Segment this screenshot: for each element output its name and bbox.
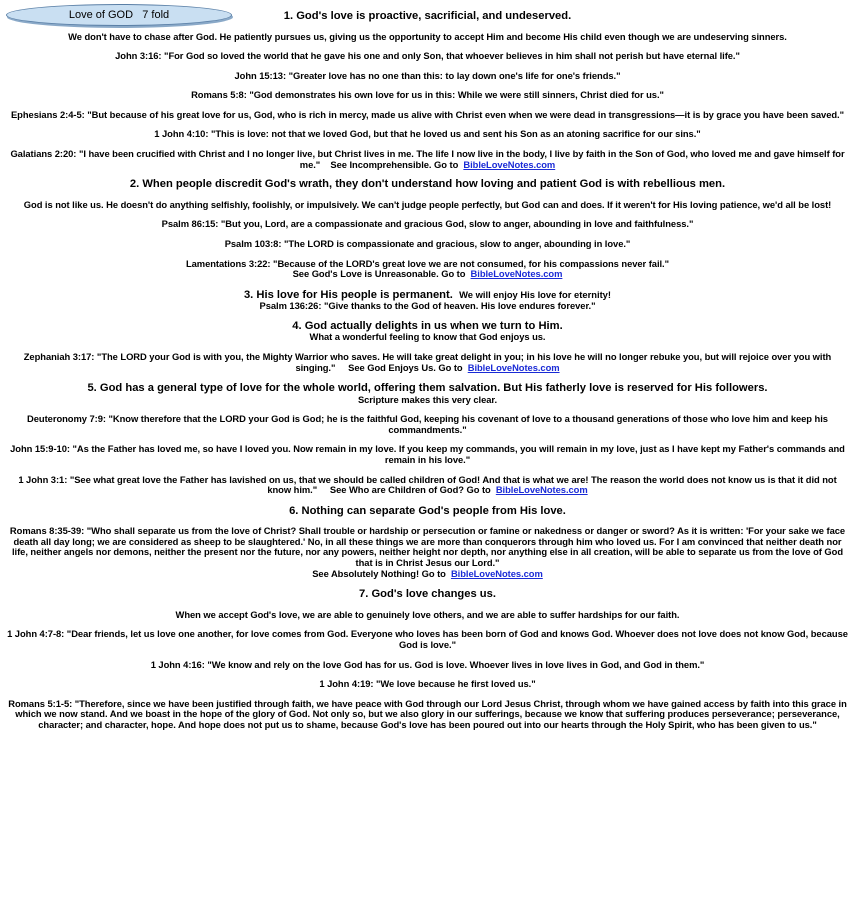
section-1-para-3: John 15:13: "Greater love has no one than this: to lay down one's life for one's friends." [234, 69, 621, 81]
document-body [6, 10, 849, 730]
title-badge: Love of GOD 7 fold [6, 4, 232, 26]
section-2-para-2: Psalm 86:15: "But you, Lord, are a compassionate and gracious God, slow to anger, abounding in love and faithfulness." [161, 218, 694, 230]
section-4-subline: What a wonderful feeling to know that God enjoys us. [309, 331, 546, 343]
section-1-para-2: John 3:16: "For God so loved the world that he gave his one and only Son, that whoever believes in him shall not perish but have eternal life." [115, 50, 740, 62]
section-1-heading: 1. God's love is proactive, sacrificial, and undeserved. [283, 10, 572, 22]
see-children-of-god: See Who are Children of God? Go to [329, 484, 491, 496]
section-7-heading: 7. God's love changes us. [359, 588, 496, 601]
section-6-heading: 6. Nothing can separate God's people from His love. [289, 504, 566, 517]
see-unreasonable: See God's Love is Unreasonable. Go to [292, 268, 466, 280]
biblelovenotes-link-5[interactable]: BibleLoveNotes.com [450, 567, 543, 579]
biblelovenotes-link-3[interactable]: BibleLoveNotes.com [467, 361, 560, 373]
section-2-para-4: Lamentations 3:22: "Because of the LORD's great love we are not consumed, for his compassions never fail." [185, 257, 670, 269]
see-god-enjoys-us: See God Enjoys Us. Go to [348, 361, 463, 373]
section-7-para-3: 1 John 4:16: "We know and rely on the love God has for us. God is love. Whoever lives in love lives in God, and God in them." [150, 658, 705, 670]
section-1-para-6: 1 John 4:10: "This is love: not that we loved God, but that he loved us and sent his Son as an atoning sacrifice for our sins." [154, 128, 701, 140]
section-5-para-3 [6, 475, 849, 496]
section-7-para-2: 1 John 4:7-8: "Dear friends, let us love one another, for love comes from God. Everyone who loves has been born of God and knows God. Whoever does not love does not know God, because God is love." [7, 628, 848, 650]
see-absolutely-nothing: See Absolutely Nothing! Go to [312, 567, 446, 579]
section-5-subline: Scripture makes this very clear. [357, 393, 498, 405]
section-6-see-line [6, 569, 849, 580]
biblelovenotes-link-4[interactable]: BibleLoveNotes.com [495, 484, 588, 496]
section-2-heading: 2. When people discredit God's wrath, they don't understand how loving and patient God is with rebellious men. [129, 178, 726, 191]
section-1-para-7 [6, 149, 849, 170]
section-4-heading: 4. God actually delights in us when we turn to Him. [292, 319, 563, 332]
section-3-heading-extra: We will enjoy His love for eternity! [459, 288, 612, 300]
section-4-para-1 [6, 352, 849, 373]
section-1-para-1: We don't have to chase after God. He patiently pursues us, giving us the opportunity to accept Him and become His child even though we are undeserving sinners. [68, 30, 787, 42]
section-5-para-2: John 15:9-10: "As the Father has loved me, so have I loved you. Now remain in my love. If you keep my commands, you will remain in my love, just as I have kept my Father's commands and remain in his love." [10, 443, 845, 465]
first-john-3-1-verse: 1 John 3:1: "See what great love the Father has lavished on us, that we should be called children of God! And that is what we are! The reason the world does not know us is that it did not know him." [18, 473, 837, 496]
section-1-para-4: Romans 5:8: "God demonstrates his own love for us in this: While we were still sinners, Christ died for us." [191, 89, 664, 101]
section-5-para-1: Deuteronomy 7:9: "Know therefore that the LORD your God is God; he is the faithful God, keeping his covenant of love to a thousand generations of those who love him and keep his commandments." [27, 413, 828, 435]
see-incomprehensible: See Incomprehensible. Go to [330, 158, 459, 170]
galatians-verse: Galatians 2:20: "I have been crucified with Christ and I no longer live, but Christ lives in me. The life I now live in the body, I live by faith in the Son of God, who loved me and gave himself for me." [10, 148, 845, 170]
section-3-heading: 3. His love for His people is permanent. [243, 288, 453, 301]
section-1-para-5: Ephesians 2:4-5: "But because of his great love for us, God, who is rich in mercy, made us alive with Christ even when we were dead in transgressions—it is by grace you have been saved." [10, 108, 844, 120]
section-2-para-3: Psalm 103:8: "The LORD is compassionate and gracious, slow to anger, abounding in love." [224, 237, 631, 249]
zephaniah-verse: Zephaniah 3:17: "The LORD your God is with you, the Mighty Warrior who saves. He will take great delight in you; in his love he will no longer rebuke you, but will rejoice over you with singing." [23, 350, 832, 373]
section-3-verse: Psalm 136:26: "Give thanks to the God of heaven. His love endures forever." [259, 300, 596, 312]
biblelovenotes-link-2[interactable]: BibleLoveNotes.com [470, 268, 563, 280]
section-2-see-line [6, 269, 849, 280]
section-6-para-1: Romans 8:35-39: "Who shall separate us from the love of Christ? Shall trouble or hardship or persecution or famine or nakedness or danger or sword? As it is written: 'For your sake we face death all day long; we are considered as sheep to be slaughtered.' No, in all these things we are more than conquerors through him who loved us. For I am convinced that neither death nor life, neither angels nor demons, neither the present nor the future, nor any powers, neither height nor depth, nor anything else in all creation, will be able to separate us from the love of God that is in Christ Jesus our Lord." [9, 525, 846, 569]
section-7-para-5: Romans 5:1-5: "Therefore, since we have been justified through faith, we have peace with God through our Lord Jesus Christ, through whom we have gained access by faith into this grace in which we now stand. And we boast in the hope of the glory of God. Not only so, but we also glory in our sufferings, because we know that suffering produces perseverance; perseverance, character; and character, hope. And hope does not put us to shame, because God's love has been poured out into our hearts through the Holy Spirit, who has been given to us." [8, 697, 847, 730]
section-7-para-4: 1 John 4:19: "We love because he first loved us." [319, 678, 536, 690]
section-5-heading: 5. God has a general type of love for the whole world, offering them salvation. But His fatherly love is reserved for His followers. [87, 382, 768, 395]
section-2-para-1: God is not like us. He doesn't do anything selfishly, foolishly, or impulsively. We can't judge people perfectly, but God can and does. If it weren't for His loving patience, we'd all be lost! [23, 198, 832, 210]
section-7-para-1: When we accept God's love, we are able to genuinely love others, and we are able to suffer hardships for our faith. [175, 608, 680, 620]
biblelovenotes-link-1[interactable]: BibleLoveNotes.com [463, 158, 556, 170]
